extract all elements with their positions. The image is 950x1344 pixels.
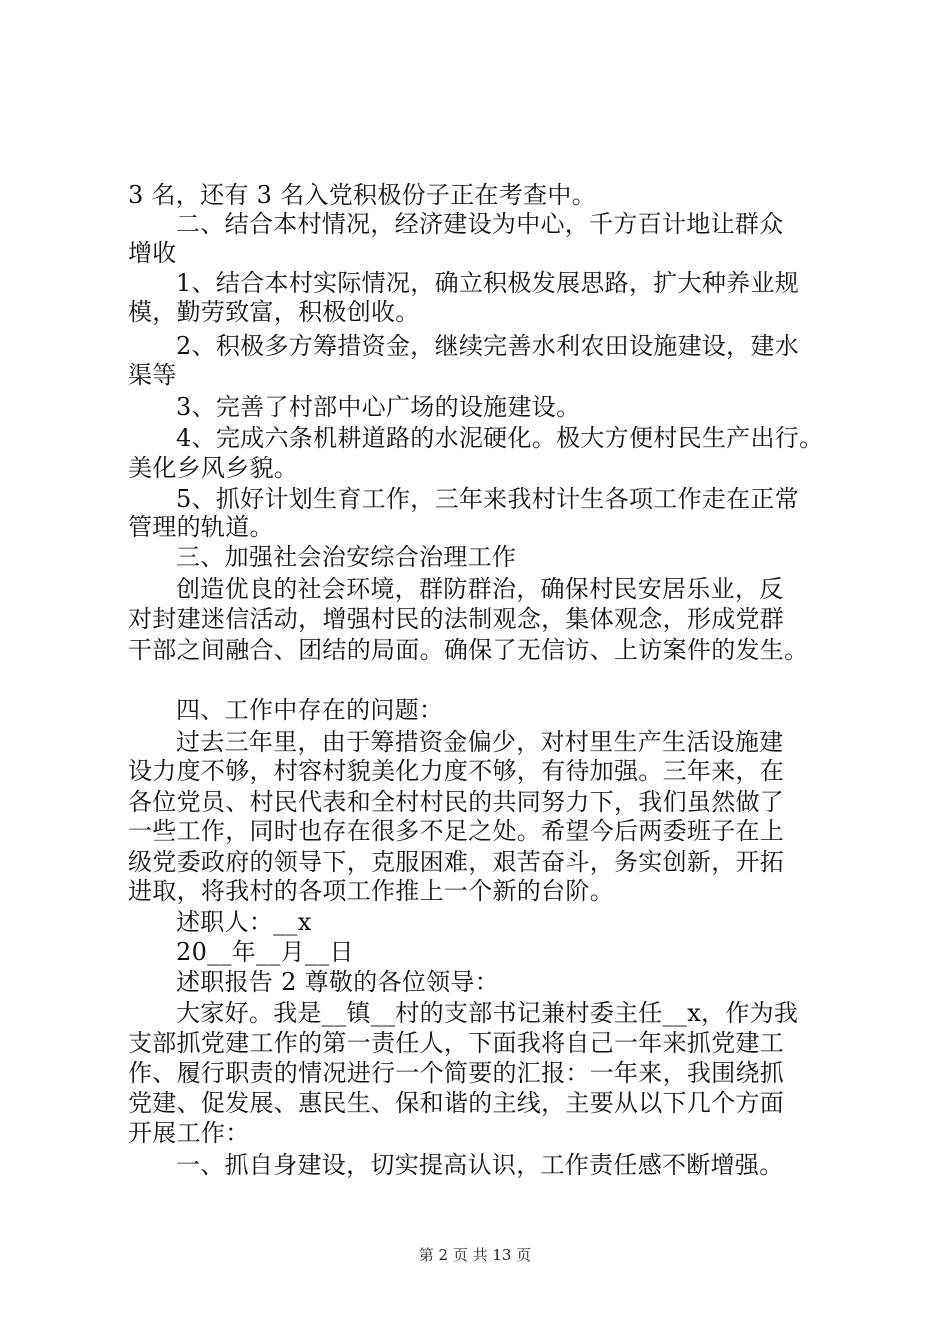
report-heading: 述职报告 2 尊敬的各位领导： [176, 968, 500, 996]
list-item: 4、完成六条机耕道路的水泥硬化。极大方便村民生产出行。 [176, 424, 824, 452]
text-line: 3 名，还有 3 名入党积极份子正在考查中。 [128, 181, 597, 209]
section-heading: 一、抓自身建设，切实提高认识，工作责任感不断增强。 [176, 1151, 784, 1179]
text-line: 进取，将我村的各项工作推上一个新的台阶。 [128, 877, 614, 905]
text-line: 管理的轨道。 [128, 513, 274, 541]
text-line: 美化乡风乡貌。 [128, 454, 299, 482]
date-line: 20__年__月__日 [176, 938, 354, 966]
paragraph-line: 过去三年里，由于筹措资金偏少，对村里生产生活设施建 [176, 728, 784, 756]
text-line: 干部之间融合、团结的局面。确保了无信访、上访案件的发生。 [128, 636, 809, 664]
paragraph-line: 创造优良的社会环境，群防群治，确保村民安居乐业，反 [176, 575, 784, 603]
text-line: 一些工作，同时也存在很多不足之处。希望今后两委班子在上 [128, 817, 785, 845]
text-line: 开展工作： [128, 1119, 250, 1147]
list-item: 5、抓好计划生育工作，三年来我村计生各项工作走在正常 [176, 485, 800, 513]
section-heading: 三、加强社会治安综合治理工作 [176, 543, 517, 571]
list-item: 2、积极多方筹措资金，继续完善水利农田设施建设，建水 [176, 332, 800, 360]
text-line: 设力度不够，村容村貌美化力度不够，有待加强。三年来，在 [128, 757, 785, 785]
text-line: 支部抓党建工作的第一责任人，下面我将自己一年来抓党建工 [128, 1029, 785, 1057]
paragraph-line: 大家好。我是__镇__村的支部书记兼村委主任__x，作为我 [176, 999, 799, 1027]
text-line: 渠等 [128, 361, 177, 389]
list-item: 1、结合本村实际情况，确立积极发展思路，扩大种养业规 [176, 269, 800, 297]
section-heading: 二、结合本村情况，经济建设为中心，千方百计地让群众 [176, 210, 784, 238]
section-heading: 四、工作中存在的问题： [176, 696, 444, 724]
text-line: 模，勤劳致富，积极创收。 [128, 298, 420, 326]
text-line: 各位党员、村民代表和全村村民的共同努力下，我们虽然做了 [128, 788, 785, 816]
page-number-footer: 第 2 页 共 13 页 [418, 1246, 532, 1264]
text-line: 级党委政府的领导下，克服困难，艰苦奋斗，务实创新，开拓 [128, 848, 785, 876]
text-line: 作、履行职责的情况进行一个简要的汇报：一年来，我围绕抓 [128, 1059, 785, 1087]
text-line: 对封建迷信活动，增强村民的法制观念，集体观念，形成党群 [128, 605, 785, 633]
text-line: 增收 [128, 239, 177, 267]
signature-line: 述职人：__x [176, 908, 312, 936]
list-item: 3、完善了村部中心广场的设施建设。 [176, 393, 581, 421]
text-line: 党建、促发展、惠民生、保和谐的主线，主要从以下几个方面 [128, 1089, 785, 1117]
